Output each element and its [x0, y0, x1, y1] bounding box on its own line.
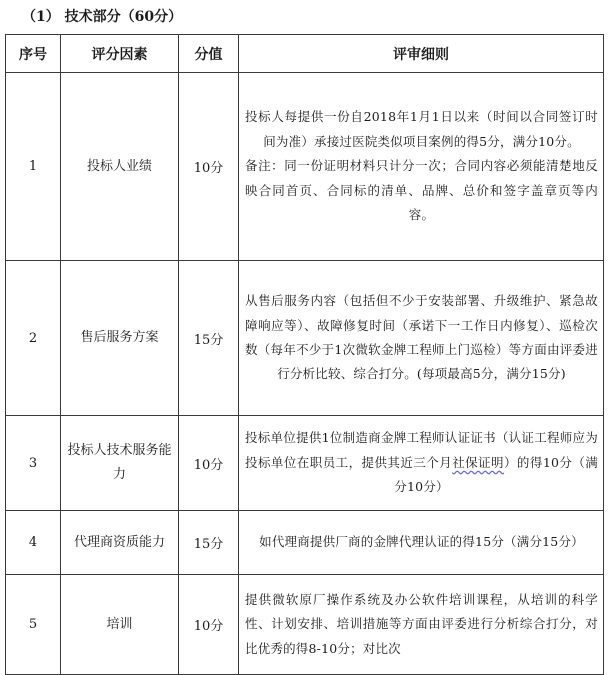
factor-text: 投标人技术服务能力: [67, 443, 172, 482]
factor-text: 代理商资质能力: [73, 534, 165, 550]
criteria-paragraph: 投标人每提供一份自2018年1月1日以来（时间以合同签订时间为准）承接过医院类似项目案例的得5分，满分10分。: [245, 109, 598, 149]
row-score: 15分: [179, 261, 239, 416]
header-criteria: 评审细则: [239, 35, 604, 73]
criteria-underlined-term: 社保证明: [452, 454, 504, 470]
row-criteria: [239, 416, 604, 511]
row-score: 10分: [179, 73, 239, 261]
section-title: （1） 技术部分（60分）: [22, 9, 183, 25]
criteria-paragraph: [245, 426, 598, 499]
criteria-text-start: 投标单位提供1位制造商金牌工程师认证证书（认证工程师应为投标单位在职员工，提供其近三个月: [245, 430, 598, 470]
row-factor: [61, 575, 179, 675]
factor-text: 售后服务方案: [80, 330, 159, 345]
criteria-paragraph: 从售后服务内容（包括但不少于安装部署、升级维护、紧急故障响应等）、故障修复时间（承诺下一工作日内修复）、巡检次数（每年不少于1次微软金牌工程师上门巡检）等方面由评委进行分析比较、综合打分。(每项最高5分，满分15分): [245, 293, 598, 382]
table-header-row: [6, 35, 604, 73]
factor-text: 培训: [106, 616, 133, 632]
row-factor: [61, 73, 179, 261]
row-criteria: [239, 575, 604, 675]
row-factor: [61, 261, 179, 416]
criteria-text-end: ）的得10分（满分10分）: [394, 454, 598, 495]
table-row: [6, 511, 604, 575]
row-score: 10分: [179, 416, 239, 511]
row-factor: [61, 416, 179, 511]
row-seq: 3: [6, 416, 61, 511]
row-criteria: [239, 73, 604, 261]
row-factor: [61, 511, 179, 575]
row-seq: 1: [6, 73, 61, 261]
row-seq: 2: [6, 261, 61, 416]
table-row: [6, 73, 604, 261]
factor-text: 投标人业绩: [86, 158, 152, 174]
header-score: 分值: [179, 35, 239, 73]
table-row: [6, 416, 604, 511]
header-factor: 评分因素: [61, 35, 179, 73]
scoring-table: [5, 34, 604, 675]
table-row: [6, 575, 604, 675]
criteria-paragraph: 如代理商提供厂商的金牌代理认证的得15分（满分15分）: [259, 534, 584, 550]
criteria-note: 备注：同一份证明材料只计分一次；合同内容必须能清楚地反映合同首页、合同标的清单、品牌、总价和签字盖章页等内容。: [245, 158, 598, 223]
row-score: 10分: [179, 575, 239, 675]
row-criteria: [239, 261, 604, 416]
row-seq: 4: [6, 511, 61, 575]
row-seq: 5: [6, 575, 61, 675]
row-criteria: [239, 511, 604, 575]
criteria-paragraph: 提供微软原厂操作系统及办公软件培训课程，从培训的科学性、计划安排、培训措施等方面由评委进行分析综合打分，对比优秀的得8-10分；对比次: [245, 591, 598, 656]
table-row: [6, 261, 604, 416]
row-score: 15分: [179, 511, 239, 575]
header-seq: 序号: [6, 35, 61, 73]
